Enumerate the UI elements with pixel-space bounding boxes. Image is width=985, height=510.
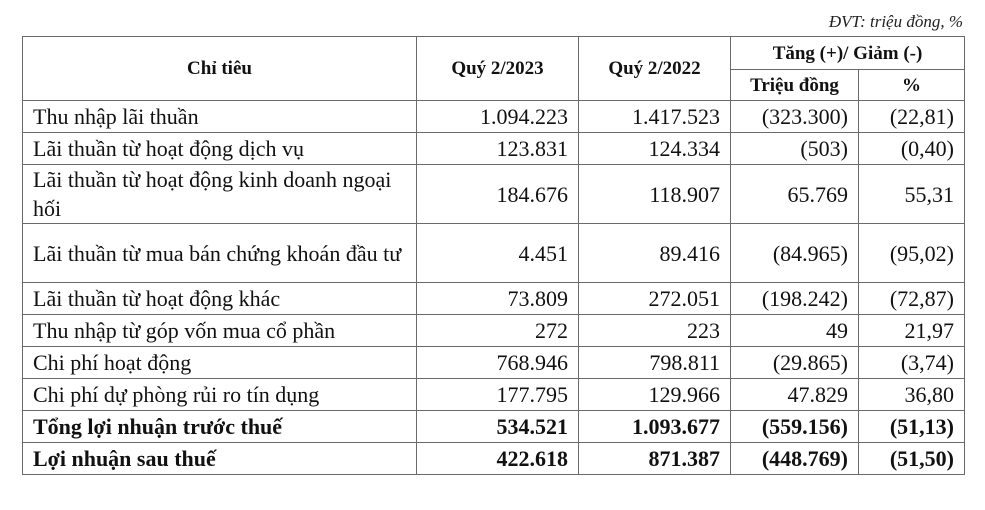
row-q2-2023: 534.521 bbox=[417, 411, 579, 443]
row-pct: (22,81) bbox=[859, 101, 965, 133]
row-pct: 36,80 bbox=[859, 379, 965, 411]
row-q2-2022: 118.907 bbox=[579, 165, 731, 224]
row-q2-2023: 177.795 bbox=[417, 379, 579, 411]
row-label: Lãi thuần từ mua bán chứng khoán đầu tư bbox=[23, 224, 417, 283]
row-label: Tổng lợi nhuận trước thuế bbox=[23, 411, 417, 443]
row-q2-2022: 1.093.677 bbox=[579, 411, 731, 443]
table-row-net-profit bbox=[23, 443, 965, 475]
row-label: Thu nhập từ góp vốn mua cổ phần bbox=[23, 315, 417, 347]
table-row bbox=[23, 224, 965, 283]
row-q2-2022: 89.416 bbox=[579, 224, 731, 283]
row-label: Lợi nhuận sau thuế bbox=[23, 443, 417, 475]
row-q2-2023: 768.946 bbox=[417, 347, 579, 379]
row-pct: (51,13) bbox=[859, 411, 965, 443]
row-q2-2022: 129.966 bbox=[579, 379, 731, 411]
row-label: Chi phí dự phòng rủi ro tín dụng bbox=[23, 379, 417, 411]
row-change: (559.156) bbox=[731, 411, 859, 443]
row-pct: (72,87) bbox=[859, 283, 965, 315]
table-row bbox=[23, 283, 965, 315]
row-q2-2023: 1.094.223 bbox=[417, 101, 579, 133]
row-label: Thu nhập lãi thuần bbox=[23, 101, 417, 133]
row-q2-2023: 272 bbox=[417, 315, 579, 347]
row-change: (198.242) bbox=[731, 283, 859, 315]
table-row bbox=[23, 165, 965, 224]
table-row bbox=[23, 347, 965, 379]
row-q2-2022: 272.051 bbox=[579, 283, 731, 315]
row-q2-2022: 871.387 bbox=[579, 443, 731, 475]
row-change: (84.965) bbox=[731, 224, 859, 283]
financial-results-table bbox=[22, 36, 965, 475]
row-change: 47.829 bbox=[731, 379, 859, 411]
row-q2-2022: 223 bbox=[579, 315, 731, 347]
row-q2-2023: 123.831 bbox=[417, 133, 579, 165]
header-indicator: Chỉ tiêu bbox=[23, 37, 417, 101]
row-q2-2023: 73.809 bbox=[417, 283, 579, 315]
row-pct: 21,97 bbox=[859, 315, 965, 347]
row-pct: 55,31 bbox=[859, 165, 965, 224]
header-change: Tăng (+)/ Giảm (-) bbox=[731, 37, 965, 70]
header-q2-2023: Quý 2/2023 bbox=[417, 37, 579, 101]
row-label: Lãi thuần từ hoạt động kinh doanh ngoại hối bbox=[23, 165, 417, 224]
table-row-total-pretax bbox=[23, 411, 965, 443]
row-label: Chi phí hoạt động bbox=[23, 347, 417, 379]
row-q2-2022: 124.334 bbox=[579, 133, 731, 165]
row-q2-2022: 1.417.523 bbox=[579, 101, 731, 133]
row-change: (448.769) bbox=[731, 443, 859, 475]
table-row bbox=[23, 133, 965, 165]
row-q2-2023: 184.676 bbox=[417, 165, 579, 224]
row-label: Lãi thuần từ hoạt động khác bbox=[23, 283, 417, 315]
table-header-row bbox=[23, 37, 965, 70]
table-row bbox=[23, 379, 965, 411]
header-change-amount: Triệu đồng bbox=[731, 70, 859, 101]
table-row bbox=[23, 101, 965, 133]
row-change: 65.769 bbox=[731, 165, 859, 224]
table-row bbox=[23, 315, 965, 347]
row-pct: (0,40) bbox=[859, 133, 965, 165]
header-change-percent: % bbox=[859, 70, 965, 101]
row-change: (323.300) bbox=[731, 101, 859, 133]
row-pct: (51,50) bbox=[859, 443, 965, 475]
row-label: Lãi thuần từ hoạt động dịch vụ bbox=[23, 133, 417, 165]
row-q2-2022: 798.811 bbox=[579, 347, 731, 379]
row-pct: (95,02) bbox=[859, 224, 965, 283]
row-pct: (3,74) bbox=[859, 347, 965, 379]
row-q2-2023: 422.618 bbox=[417, 443, 579, 475]
row-change: (29.865) bbox=[731, 347, 859, 379]
unit-note: ĐVT: triệu đồng, % bbox=[828, 12, 963, 31]
header-q2-2022: Quý 2/2022 bbox=[579, 37, 731, 101]
row-change: (503) bbox=[731, 133, 859, 165]
row-change: 49 bbox=[731, 315, 859, 347]
row-q2-2023: 4.451 bbox=[417, 224, 579, 283]
